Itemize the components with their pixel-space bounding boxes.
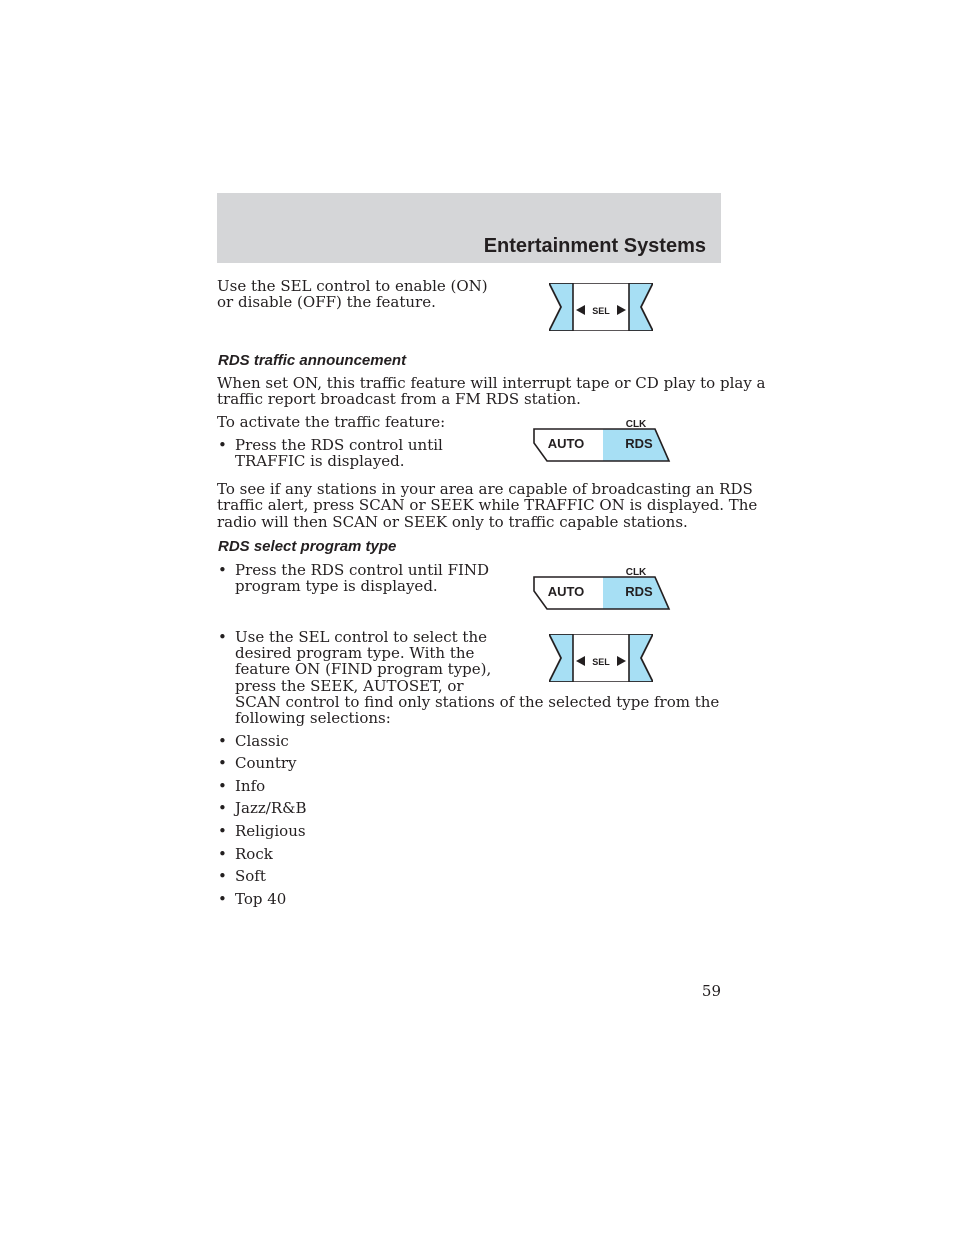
intro-line-1: Use the SEL control to enable (ON) xyxy=(217,277,488,295)
list-item-text: Use the SEL control to select the xyxy=(235,628,487,646)
clk-label: CLK xyxy=(625,567,647,578)
list-item-text: Religious xyxy=(235,822,306,840)
sel-control-graphic xyxy=(549,283,653,331)
activate-text: To activate the traffic feature: xyxy=(217,413,446,431)
list-item-text: Soft xyxy=(235,867,266,885)
right-arrow-icon xyxy=(617,305,626,315)
scan-paragraph-line-3: radio will then SCAN or SEEK only to traffic capable stations. xyxy=(217,513,688,531)
auto-rds-control-graphic xyxy=(533,563,671,610)
sel-control-graphic xyxy=(549,634,653,682)
list-item-text: TRAFFIC is displayed. xyxy=(235,452,405,470)
section-header xyxy=(217,193,721,263)
scan-paragraph-line-1: To see if any stations in your area are capable of broadcasting an RDS xyxy=(217,480,753,498)
list-item-text: Info xyxy=(235,777,266,795)
sel-label: SEL xyxy=(592,306,610,316)
auto-label: AUTO xyxy=(547,584,585,599)
traffic-paragraph-line-1: When set ON, this traffic feature will interrupt tape or CD play to play a xyxy=(217,374,766,392)
heading-rds-select: RDS select program type xyxy=(218,538,397,555)
scan-paragraph-line-2: traffic alert, press SCAN or SEEK while TRAFFIC ON is displayed. The xyxy=(217,496,758,514)
list-item-text: Rock xyxy=(235,845,273,863)
bullet-dot: • xyxy=(218,628,227,646)
bullet-dot: • xyxy=(218,777,227,795)
list-item-text: Top 40 xyxy=(235,890,287,908)
page-number: 59 xyxy=(701,982,721,1000)
traffic-paragraph-line-2: traffic report broadcast from a FM RDS station. xyxy=(217,390,581,408)
bullet-dot: • xyxy=(218,436,227,454)
list-item-text: Country xyxy=(235,754,297,772)
auto-rds-control-graphic xyxy=(533,415,671,462)
sel-label: SEL xyxy=(592,657,610,667)
list-item-text: Classic xyxy=(235,732,289,750)
intro-line-2: or disable (OFF) the feature. xyxy=(217,293,436,311)
bullet-dot: • xyxy=(218,732,227,750)
list-item-text: Press the RDS control until FIND xyxy=(235,561,490,579)
bullet-dot: • xyxy=(218,799,227,817)
section-title: Entertainment Systems xyxy=(483,235,706,257)
bullet-dot: • xyxy=(218,890,227,908)
bullet-dot: • xyxy=(218,867,227,885)
list-item-text: Press the RDS control until xyxy=(235,436,443,454)
heading-rds-traffic: RDS traffic announcement xyxy=(218,352,407,369)
list-item-text: program type is displayed. xyxy=(235,577,438,595)
list-item-text: desired program type. With the xyxy=(235,644,475,662)
list-item-text: Jazz/R&B xyxy=(235,799,307,817)
rds-label: RDS xyxy=(625,436,653,451)
bullet-dot: • xyxy=(218,561,227,579)
rds-label: RDS xyxy=(625,584,653,599)
list-item-text: press the SEEK, AUTOSET, or xyxy=(235,677,464,695)
left-arrow-icon xyxy=(576,656,585,666)
bullet-dot: • xyxy=(218,754,227,772)
right-arrow-icon xyxy=(617,656,626,666)
auto-label: AUTO xyxy=(547,436,585,451)
list-item-text: SCAN control to find only stations of the selected type from the xyxy=(235,693,720,711)
list-item-text: feature ON (FIND program type), xyxy=(235,660,492,678)
clk-label: CLK xyxy=(625,419,647,430)
left-arrow-icon xyxy=(576,305,585,315)
list-item-text: following selections: xyxy=(235,709,391,727)
bullet-dot: • xyxy=(218,845,227,863)
bullet-dot: • xyxy=(218,822,227,840)
